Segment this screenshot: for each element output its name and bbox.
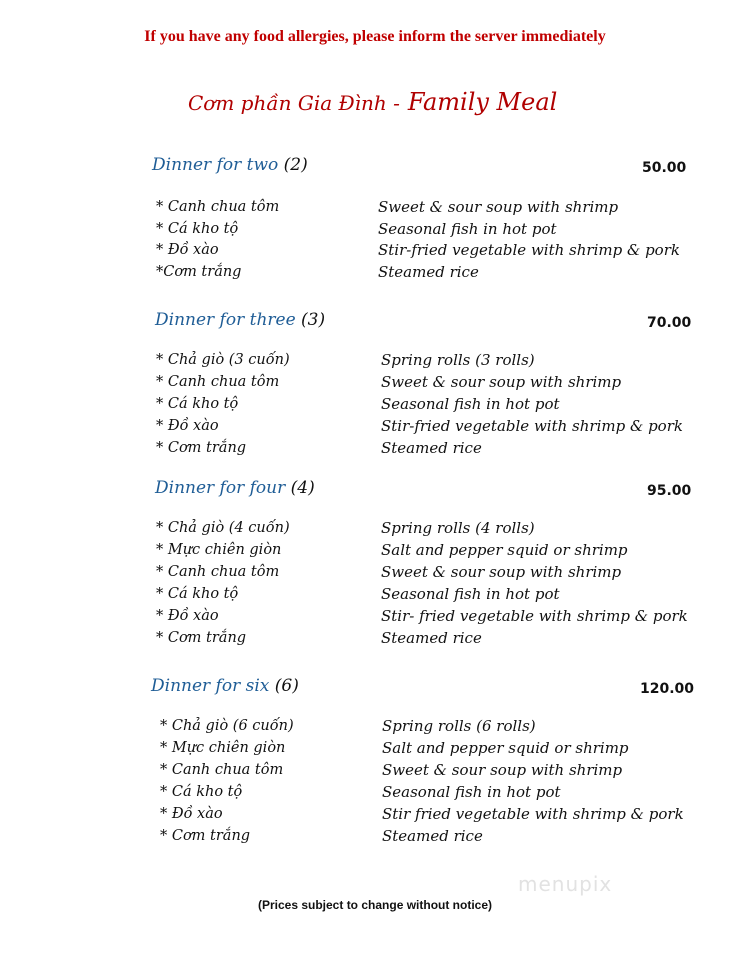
item-english: Stir- fried vegetable with shrimp & pork: [381, 607, 688, 625]
item-english: Steamed rice: [381, 629, 482, 647]
item-english: Sweet & sour soup with shrimp: [381, 563, 622, 581]
section-count: (4): [290, 478, 315, 498]
item-vietnamese: * Canh chua tôm: [156, 374, 280, 390]
section-title: [155, 310, 325, 330]
item-english: Sweet & sour soup with shrimp: [382, 761, 623, 779]
allergy-notice: If you have any food allergies, please inform the server immediately: [144, 28, 606, 45]
item-english: Seasonal fish in hot pot: [381, 395, 560, 413]
menu-title-vietnamese: Cơm phần Gia Đình -: [188, 91, 400, 115]
item-vietnamese: * Canh chua tôm: [156, 199, 280, 215]
section-price: 50.00: [642, 160, 687, 176]
item-vietnamese: * Đồ xào: [156, 608, 219, 624]
item-english: Stir-fried vegetable with shrimp & pork: [378, 241, 680, 259]
item-english: Steamed rice: [381, 439, 482, 457]
item-vietnamese: * Cơm trắng: [160, 828, 251, 844]
section-count: (2): [283, 155, 308, 175]
section-title: [152, 155, 308, 175]
item-english: Spring rolls (3 rolls): [381, 351, 535, 369]
price-disclaimer: (Prices subject to change without notice): [257, 898, 493, 912]
item-english: Steamed rice: [382, 827, 483, 845]
item-english: Stir fried vegetable with shrimp & pork: [382, 805, 684, 823]
item-vietnamese: * Chả giò (4 cuốn): [156, 520, 290, 536]
section-name: Dinner for six: [151, 676, 270, 696]
menu-title-english: Family Meal: [407, 88, 558, 116]
section-title: [151, 676, 299, 696]
item-english: Salt and pepper squid or shrimp: [381, 541, 628, 559]
item-vietnamese: * Mực chiên giòn: [156, 542, 282, 558]
item-vietnamese: * Đồ xào: [156, 418, 219, 434]
item-vietnamese: * Chả giò (6 cuốn): [160, 718, 294, 734]
section-count: (3): [301, 310, 326, 330]
watermark-logo: menupix: [518, 872, 613, 896]
section-name: Dinner for two: [152, 155, 279, 175]
item-english: Seasonal fish in hot pot: [382, 783, 561, 801]
item-english: Sweet & sour soup with shrimp: [381, 373, 622, 391]
item-vietnamese: * Cơm trắng: [156, 440, 247, 456]
item-english: Seasonal fish in hot pot: [378, 220, 557, 238]
item-vietnamese: * Cá kho tộ: [156, 396, 239, 412]
section-name: Dinner for three: [155, 310, 296, 330]
item-english: Steamed rice: [378, 263, 479, 281]
section-name: Dinner for four: [155, 478, 286, 498]
item-english: Spring rolls (4 rolls): [381, 519, 535, 537]
item-vietnamese: *Cơm trắng: [156, 264, 242, 280]
item-english: Sweet & sour soup with shrimp: [378, 198, 619, 216]
section-price: 70.00: [647, 315, 692, 331]
item-vietnamese: * Đồ xào: [156, 242, 219, 258]
item-vietnamese: * Đồ xào: [160, 806, 223, 822]
item-english: Seasonal fish in hot pot: [381, 585, 560, 603]
section-price: 95.00: [647, 483, 692, 499]
item-vietnamese: * Mực chiên giòn: [160, 740, 286, 756]
item-vietnamese: * Canh chua tôm: [160, 762, 284, 778]
section-price: 120.00: [640, 681, 695, 697]
item-vietnamese: * Chả giò (3 cuốn): [156, 352, 290, 368]
menu-title: [188, 88, 557, 116]
item-english: Stir-fried vegetable with shrimp & pork: [381, 417, 683, 435]
section-count: (6): [274, 676, 299, 696]
item-english: Salt and pepper squid or shrimp: [382, 739, 629, 757]
item-vietnamese: * Cá kho tộ: [156, 221, 239, 237]
item-vietnamese: * Cá kho tộ: [156, 586, 239, 602]
item-english: Spring rolls (6 rolls): [382, 717, 536, 735]
item-vietnamese: * Cá kho tộ: [160, 784, 243, 800]
item-vietnamese: * Canh chua tôm: [156, 564, 280, 580]
section-title: [155, 478, 315, 498]
item-vietnamese: * Cơm trắng: [156, 630, 247, 646]
